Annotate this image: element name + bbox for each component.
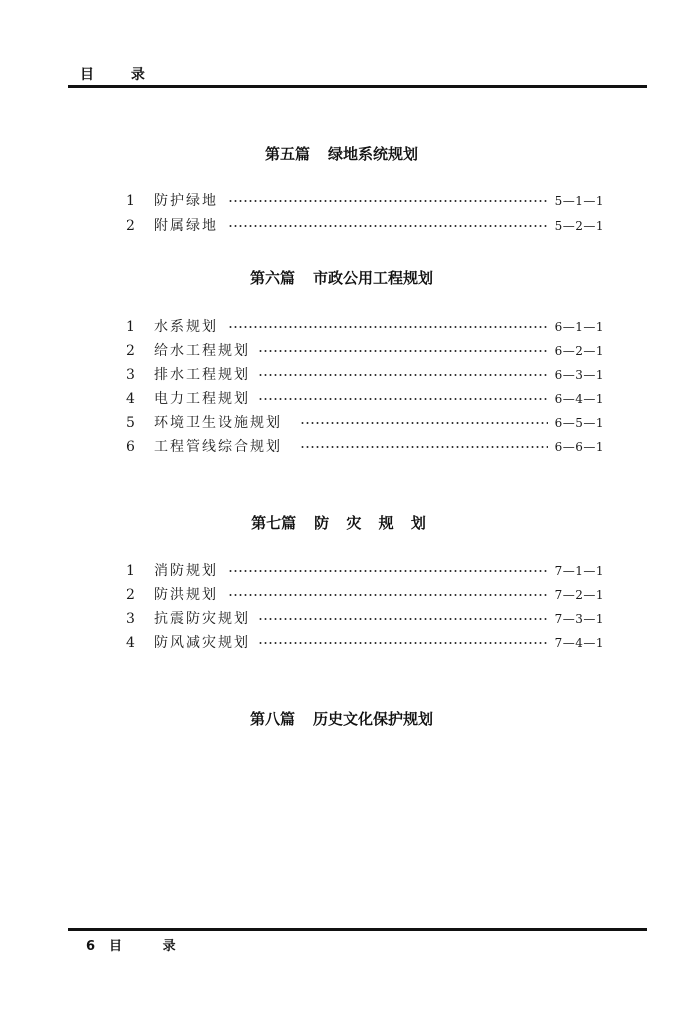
entry-page: 5—2—1 (554, 219, 604, 233)
part-title[interactable] (0, 143, 683, 164)
toc-entry[interactable] (126, 609, 604, 629)
dot-leader (300, 446, 548, 448)
toc-entry[interactable] (126, 341, 604, 361)
part-name: 市政公用工程规划 (313, 269, 434, 287)
entry-title: 工程管线综合规划 (154, 439, 282, 455)
part-label: 第五篇 (264, 145, 310, 163)
entry-number: 1 (126, 193, 135, 209)
dot-leader (258, 374, 548, 376)
entry-number: 2 (126, 343, 135, 359)
dot-leader (258, 618, 548, 620)
entry-number: 2 (126, 587, 135, 603)
part-title[interactable] (0, 708, 683, 729)
dot-leader (228, 326, 548, 328)
entry-page: 6—3—1 (554, 368, 604, 382)
part-title[interactable] (0, 512, 683, 533)
entry-page: 6—1—1 (554, 320, 604, 334)
entry-page: 7—2—1 (554, 588, 604, 602)
toc-entry[interactable] (126, 365, 604, 385)
entry-title: 给水工程规划 (154, 343, 250, 359)
entry-number: 5 (126, 415, 135, 431)
entry-number: 3 (126, 611, 135, 627)
entry-page: 6—2—1 (554, 344, 604, 358)
entry-title: 排水工程规划 (154, 367, 250, 383)
entry-title: 环境卫生设施规划 (154, 415, 282, 431)
part-name: 历史文化保护规划 (313, 710, 434, 728)
entry-number: 4 (126, 391, 135, 407)
toc-entry[interactable] (126, 561, 604, 581)
entry-page: 6—4—1 (554, 392, 604, 406)
header-title: 目 录 (80, 67, 161, 83)
dot-leader (258, 350, 548, 352)
dot-leader (228, 570, 548, 572)
toc-entry[interactable] (126, 317, 604, 337)
toc-entry[interactable] (126, 191, 604, 211)
entry-title: 防护绿地 (154, 193, 218, 209)
dot-leader (228, 200, 548, 202)
entry-number: 4 (126, 635, 135, 651)
part-label: 第六篇 (249, 269, 295, 287)
entry-page: 6—6—1 (554, 440, 604, 454)
dot-leader (258, 398, 548, 400)
dot-leader (228, 225, 548, 227)
entry-number: 1 (126, 563, 135, 579)
entry-number: 1 (126, 319, 135, 335)
part-name: 绿地系统规划 (328, 145, 419, 163)
toc-entry[interactable] (126, 413, 604, 433)
toc-entry[interactable] (126, 585, 604, 605)
toc-entry[interactable] (126, 389, 604, 409)
entry-page: 6—5—1 (554, 416, 604, 430)
entry-title: 电力工程规划 (154, 391, 250, 407)
entry-number: 6 (126, 439, 135, 455)
toc-entry[interactable] (126, 437, 604, 457)
entry-page: 7—4—1 (554, 636, 604, 650)
toc-entry[interactable] (126, 633, 604, 653)
entry-number: 2 (126, 218, 135, 234)
header-rule (68, 85, 647, 88)
part-title[interactable] (0, 267, 683, 288)
entry-title: 消防规划 (154, 563, 218, 579)
part-label: 第八篇 (249, 710, 295, 728)
entry-page: 7—1—1 (554, 564, 604, 578)
entry-title: 附属绿地 (154, 218, 218, 234)
entry-page: 7—3—1 (554, 612, 604, 626)
page-number: 6 (86, 939, 96, 954)
entry-title: 防洪规划 (154, 587, 218, 603)
entry-title: 抗震防灾规划 (154, 611, 250, 627)
entry-number: 3 (126, 367, 135, 383)
entry-title: 防风减灾规划 (154, 635, 250, 651)
part-label: 第七篇 (251, 514, 297, 532)
entry-page: 5—1—1 (554, 194, 604, 208)
dot-leader (228, 594, 548, 596)
dot-leader (258, 642, 548, 644)
toc-entry[interactable] (126, 216, 604, 236)
footer-rule (68, 928, 647, 931)
part-name: 防 灾 规 划 (314, 514, 432, 532)
entry-title: 水系规划 (154, 319, 218, 335)
footer-title: 目 录 (109, 939, 194, 954)
dot-leader (300, 422, 548, 424)
footer (86, 935, 194, 954)
